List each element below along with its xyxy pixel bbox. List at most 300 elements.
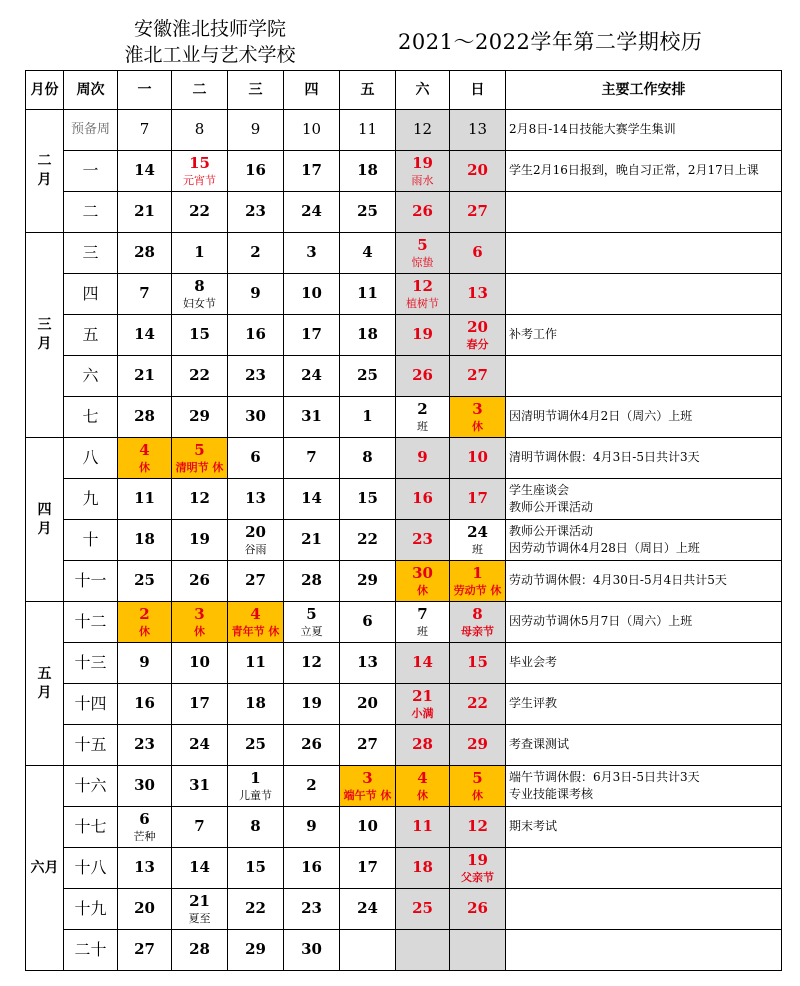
day-number: 25 xyxy=(412,899,433,918)
day-cell xyxy=(396,848,450,889)
day-cell xyxy=(450,930,506,971)
day-number: 21 xyxy=(134,366,155,385)
day-cell xyxy=(340,684,396,725)
day-cell xyxy=(396,807,450,848)
day-note: 休 xyxy=(139,460,150,474)
week-number: 二十 xyxy=(64,930,118,971)
day-number: 1 xyxy=(194,243,205,262)
day-number: 21 xyxy=(134,202,155,221)
work-plan-cell xyxy=(506,151,782,192)
column-header: 周次 xyxy=(64,71,118,110)
day-number: 3 xyxy=(306,243,317,262)
day-number: 2 xyxy=(417,399,428,418)
day-number: 10 xyxy=(189,653,210,672)
day-number: 30 xyxy=(134,776,155,795)
day-number: 8 xyxy=(472,604,483,623)
day-cell xyxy=(118,356,172,397)
day-number: 14 xyxy=(134,161,155,180)
week-row xyxy=(26,766,782,807)
day-number: 6 xyxy=(139,809,150,828)
day-cell xyxy=(172,561,228,602)
day-number: 2 xyxy=(250,243,261,262)
day-number: 11 xyxy=(357,284,378,303)
day-cell xyxy=(284,561,340,602)
week-row xyxy=(26,684,782,725)
day-number: 23 xyxy=(134,735,155,754)
day-cell xyxy=(172,479,228,520)
day-number: 15 xyxy=(357,489,378,508)
day-cell xyxy=(228,315,284,356)
day-cell xyxy=(118,315,172,356)
day-number: 8 xyxy=(362,448,373,467)
day-number: 27 xyxy=(134,940,155,959)
day-number: 17 xyxy=(301,161,322,180)
day-number: 19 xyxy=(189,530,210,549)
day-cell xyxy=(284,520,340,561)
day-cell xyxy=(450,684,506,725)
day-note: 惊蛰 xyxy=(411,255,434,269)
day-number: 25 xyxy=(357,366,378,385)
day-cell xyxy=(228,192,284,233)
day-cell xyxy=(228,684,284,725)
day-number: 5 xyxy=(306,604,317,623)
day-cell xyxy=(118,192,172,233)
day-number: 8 xyxy=(194,120,205,139)
day-number: 9 xyxy=(250,284,261,303)
month-label: 四 月 xyxy=(26,438,64,602)
day-cell xyxy=(228,397,284,438)
day-number: 1 xyxy=(362,407,373,426)
day-cell xyxy=(172,520,228,561)
day-number: 26 xyxy=(301,735,322,754)
day-note: 休 xyxy=(139,624,150,638)
day-cell xyxy=(450,520,506,561)
day-cell xyxy=(284,725,340,766)
day-cell xyxy=(450,397,506,438)
day-cell xyxy=(396,233,450,274)
week-number: 四 xyxy=(64,274,118,315)
day-cell xyxy=(172,643,228,684)
week-number: 八 xyxy=(64,438,118,479)
day-cell xyxy=(396,479,450,520)
day-number: 19 xyxy=(412,153,433,172)
day-cell xyxy=(396,725,450,766)
day-number: 12 xyxy=(189,489,210,508)
day-number: 27 xyxy=(357,735,378,754)
week-row xyxy=(26,397,782,438)
day-cell xyxy=(450,602,506,643)
day-number: 17 xyxy=(301,325,322,344)
day-cell xyxy=(118,602,172,643)
day-cell xyxy=(396,438,450,479)
day-number: 24 xyxy=(301,366,322,385)
day-cell xyxy=(172,766,228,807)
day-note: 班 xyxy=(472,542,483,556)
column-header: 二 xyxy=(172,71,228,110)
work-plan-cell xyxy=(506,315,782,356)
week-number: 九 xyxy=(64,479,118,520)
work-plan-line: 学生2月16日报到，晚自习正常，2月17日上课 xyxy=(509,163,759,178)
day-number: 15 xyxy=(189,153,210,172)
day-note: 芒种 xyxy=(133,829,156,843)
day-number: 9 xyxy=(139,653,150,672)
day-cell xyxy=(228,643,284,684)
day-number: 28 xyxy=(134,407,155,426)
work-plan-line: 因劳动节调休4月28日（周日）上班 xyxy=(509,541,700,555)
day-number: 28 xyxy=(189,940,210,959)
day-number: 27 xyxy=(467,202,488,221)
day-note: 小满 xyxy=(411,706,434,720)
day-number: 19 xyxy=(412,325,433,344)
day-cell xyxy=(450,274,506,315)
day-cell xyxy=(118,151,172,192)
day-note: 班 xyxy=(417,624,428,638)
work-plan-line: 因清明节调休4月2日（周六）上班 xyxy=(509,409,693,424)
column-header: 主要工作安排 xyxy=(506,71,782,110)
day-number: 7 xyxy=(306,448,317,467)
day-cell xyxy=(118,110,172,151)
day-note: 休 xyxy=(472,788,483,802)
week-row xyxy=(26,192,782,233)
day-cell xyxy=(228,725,284,766)
day-cell xyxy=(284,766,340,807)
day-note: 父亲节 xyxy=(461,870,494,884)
week-number: 预备周 xyxy=(64,110,118,151)
week-number: 七 xyxy=(64,397,118,438)
week-number: 一 xyxy=(64,151,118,192)
day-cell xyxy=(450,643,506,684)
day-cell xyxy=(228,233,284,274)
day-number: 26 xyxy=(189,571,210,590)
day-note: 班 xyxy=(417,419,428,433)
week-number: 六 xyxy=(64,356,118,397)
day-cell xyxy=(284,848,340,889)
week-row xyxy=(26,356,782,397)
day-number: 16 xyxy=(412,489,433,508)
day-cell xyxy=(228,479,284,520)
day-number: 12 xyxy=(301,653,322,672)
month-label: 六月 xyxy=(26,766,64,971)
day-number: 28 xyxy=(134,243,155,262)
day-number: 18 xyxy=(357,161,378,180)
day-cell xyxy=(172,930,228,971)
column-header: 一 xyxy=(118,71,172,110)
day-number: 28 xyxy=(412,735,433,754)
day-number: 26 xyxy=(412,202,433,221)
day-cell xyxy=(396,561,450,602)
day-number: 24 xyxy=(301,202,322,221)
week-row xyxy=(26,520,782,561)
week-number: 十四 xyxy=(64,684,118,725)
day-cell xyxy=(340,930,396,971)
day-cell xyxy=(118,520,172,561)
day-number: 4 xyxy=(417,768,428,787)
day-cell xyxy=(118,684,172,725)
week-row xyxy=(26,438,782,479)
day-number: 16 xyxy=(134,694,155,713)
day-number: 30 xyxy=(245,407,266,426)
day-cell xyxy=(228,807,284,848)
day-cell xyxy=(284,602,340,643)
day-number: 2 xyxy=(306,776,317,795)
day-number: 26 xyxy=(467,899,488,918)
day-note: 休 xyxy=(194,624,205,638)
work-plan-line: 专业技能课考核 xyxy=(509,787,594,801)
day-note: 妇女节 xyxy=(183,296,216,310)
day-cell xyxy=(340,602,396,643)
work-plan-cell xyxy=(506,110,782,151)
day-number: 14 xyxy=(412,653,433,672)
day-number: 21 xyxy=(301,530,322,549)
day-number: 10 xyxy=(467,448,488,467)
work-plan-cell xyxy=(506,766,782,807)
day-cell xyxy=(172,725,228,766)
day-note: 休 xyxy=(472,419,483,433)
day-number: 24 xyxy=(189,735,210,754)
day-number: 9 xyxy=(306,817,317,836)
day-cell xyxy=(340,315,396,356)
day-number: 20 xyxy=(134,899,155,918)
day-cell xyxy=(284,356,340,397)
day-number: 6 xyxy=(250,448,261,467)
day-cell xyxy=(118,438,172,479)
day-cell xyxy=(396,930,450,971)
day-number: 24 xyxy=(357,899,378,918)
day-cell xyxy=(340,356,396,397)
work-plan-line: 期末考试 xyxy=(509,819,558,834)
work-plan-cell xyxy=(506,643,782,684)
day-cell xyxy=(172,684,228,725)
work-plan-cell xyxy=(506,233,782,274)
week-row xyxy=(26,807,782,848)
day-number: 20 xyxy=(467,161,488,180)
day-number: 9 xyxy=(417,448,428,467)
day-cell xyxy=(340,110,396,151)
day-cell xyxy=(450,725,506,766)
day-cell xyxy=(284,233,340,274)
day-cell xyxy=(228,889,284,930)
day-cell xyxy=(450,110,506,151)
day-cell xyxy=(172,438,228,479)
day-number: 8 xyxy=(250,817,261,836)
day-cell xyxy=(284,643,340,684)
work-plan-cell xyxy=(506,602,782,643)
day-cell xyxy=(450,315,506,356)
day-cell xyxy=(450,766,506,807)
day-number: 15 xyxy=(467,653,488,672)
work-plan-line: 学生座谈会 xyxy=(509,482,570,497)
day-note: 夏至 xyxy=(188,911,211,925)
day-note: 休 xyxy=(417,788,428,802)
school-name-line1: 安徽淮北技师学院 xyxy=(133,18,286,40)
day-cell xyxy=(340,520,396,561)
column-header: 日 xyxy=(450,71,506,110)
day-number: 22 xyxy=(245,899,266,918)
day-number: 7 xyxy=(139,284,150,303)
column-header: 四 xyxy=(284,71,340,110)
day-number: 29 xyxy=(189,407,210,426)
week-row xyxy=(26,643,782,684)
day-number: 10 xyxy=(357,817,378,836)
day-cell xyxy=(172,807,228,848)
day-cell xyxy=(118,643,172,684)
day-cell xyxy=(228,110,284,151)
day-cell xyxy=(340,889,396,930)
day-number: 11 xyxy=(357,120,378,139)
term-title: 2021～2022学年第二学期校历 xyxy=(398,30,703,54)
day-cell xyxy=(396,274,450,315)
week-number: 十二 xyxy=(64,602,118,643)
day-number: 8 xyxy=(194,276,205,295)
day-note: 端午节 休 xyxy=(343,788,392,802)
day-number: 5 xyxy=(194,440,205,459)
day-number: 23 xyxy=(245,366,266,385)
week-row xyxy=(26,561,782,602)
day-number: 31 xyxy=(301,407,322,426)
day-cell xyxy=(340,438,396,479)
day-note: 母亲节 xyxy=(461,624,494,638)
day-note: 清明节 休 xyxy=(175,460,224,474)
column-header: 六 xyxy=(396,71,450,110)
day-number: 21 xyxy=(412,686,433,705)
day-number: 21 xyxy=(189,891,210,910)
work-plan-cell xyxy=(506,848,782,889)
day-cell xyxy=(284,438,340,479)
day-cell xyxy=(396,356,450,397)
day-number: 4 xyxy=(362,243,373,262)
work-plan-cell xyxy=(506,725,782,766)
day-cell xyxy=(450,356,506,397)
day-cell xyxy=(284,315,340,356)
school-name-line2: 淮北工业与艺术学校 xyxy=(124,44,296,66)
day-cell xyxy=(172,274,228,315)
day-cell xyxy=(228,602,284,643)
day-note: 元宵节 xyxy=(183,173,216,187)
day-number: 22 xyxy=(189,202,210,221)
day-cell xyxy=(228,151,284,192)
column-header: 三 xyxy=(228,71,284,110)
day-number: 2 xyxy=(139,604,150,623)
work-plan-cell xyxy=(506,807,782,848)
day-number: 30 xyxy=(412,563,433,582)
day-cell xyxy=(228,520,284,561)
day-cell xyxy=(172,110,228,151)
day-number: 13 xyxy=(134,858,155,877)
day-cell xyxy=(284,930,340,971)
day-cell xyxy=(450,479,506,520)
day-number: 19 xyxy=(301,694,322,713)
week-row xyxy=(26,315,782,356)
day-cell xyxy=(228,274,284,315)
week-row xyxy=(26,233,782,274)
day-number: 15 xyxy=(245,858,266,877)
day-cell xyxy=(396,684,450,725)
day-number: 18 xyxy=(412,858,433,877)
work-plan-cell xyxy=(506,438,782,479)
day-cell xyxy=(450,889,506,930)
day-number: 20 xyxy=(357,694,378,713)
day-cell xyxy=(118,561,172,602)
work-plan-line: 教师公开课活动 xyxy=(509,500,594,514)
week-row xyxy=(26,274,782,315)
day-cell xyxy=(396,151,450,192)
week-number: 二 xyxy=(64,192,118,233)
day-cell xyxy=(118,766,172,807)
day-cell xyxy=(450,807,506,848)
day-cell xyxy=(396,520,450,561)
day-number: 7 xyxy=(194,817,205,836)
day-number: 6 xyxy=(472,243,483,262)
day-number: 10 xyxy=(301,284,322,303)
day-number: 11 xyxy=(245,653,266,672)
day-note: 儿童节 xyxy=(239,788,272,802)
week-row xyxy=(26,151,782,192)
day-number: 5 xyxy=(472,768,483,787)
day-cell xyxy=(450,151,506,192)
day-number: 9 xyxy=(250,120,261,139)
day-cell xyxy=(284,889,340,930)
day-number: 20 xyxy=(245,522,266,541)
day-cell xyxy=(284,479,340,520)
day-number: 15 xyxy=(189,325,210,344)
day-cell xyxy=(118,479,172,520)
day-number: 30 xyxy=(301,940,322,959)
day-cell xyxy=(396,315,450,356)
day-cell xyxy=(340,397,396,438)
day-note: 劳动节 休 xyxy=(453,583,502,597)
day-number: 23 xyxy=(245,202,266,221)
day-cell xyxy=(396,766,450,807)
day-number: 26 xyxy=(412,366,433,385)
day-cell xyxy=(396,643,450,684)
school-calendar-table xyxy=(25,70,782,971)
day-cell xyxy=(284,274,340,315)
work-plan-cell xyxy=(506,561,782,602)
day-cell xyxy=(340,725,396,766)
week-number: 十五 xyxy=(64,725,118,766)
day-number: 13 xyxy=(357,653,378,672)
day-number: 16 xyxy=(245,161,266,180)
day-cell xyxy=(228,930,284,971)
day-number: 29 xyxy=(245,940,266,959)
day-note: 青年节 休 xyxy=(231,624,280,638)
day-cell xyxy=(118,807,172,848)
day-number: 12 xyxy=(412,276,433,295)
day-number: 27 xyxy=(467,366,488,385)
calendar-header xyxy=(0,0,800,68)
work-plan-cell xyxy=(506,479,782,520)
work-plan-line: 端午节调休假：6月3日-5日共计3天 xyxy=(509,769,700,784)
day-number: 14 xyxy=(134,325,155,344)
week-number: 十九 xyxy=(64,889,118,930)
day-cell xyxy=(340,151,396,192)
day-cell xyxy=(284,110,340,151)
day-number: 16 xyxy=(245,325,266,344)
day-number: 23 xyxy=(301,899,322,918)
day-cell xyxy=(228,356,284,397)
day-cell xyxy=(118,725,172,766)
week-row xyxy=(26,725,782,766)
day-cell xyxy=(172,848,228,889)
day-number: 5 xyxy=(417,235,428,254)
day-cell xyxy=(340,192,396,233)
day-number: 29 xyxy=(467,735,488,754)
day-number: 17 xyxy=(189,694,210,713)
day-number: 12 xyxy=(412,120,433,139)
work-plan-cell xyxy=(506,192,782,233)
day-number: 18 xyxy=(357,325,378,344)
day-cell xyxy=(340,479,396,520)
